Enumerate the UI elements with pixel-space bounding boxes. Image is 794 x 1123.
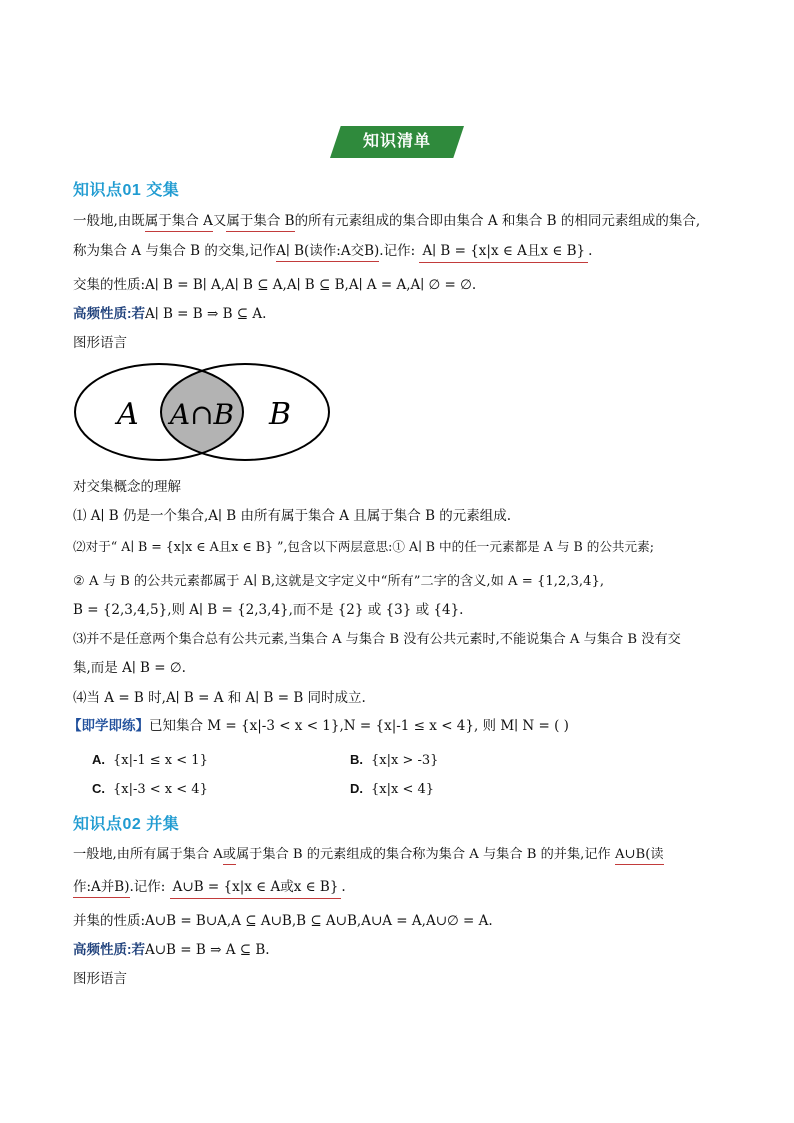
- intersection-properties: 交集的性质:A∣ B = B∣ A,A∣ B ⊆ A,A∣ B ⊆ B,A∣ A = A,A∣ ∅ = ∅.: [73, 277, 477, 293]
- notation-underlined: A∪B(读: [615, 847, 664, 865]
- section-heading-union: 知识点02 并集: [73, 816, 180, 833]
- notation-underlined: A∣ B(读作:A交B): [276, 243, 379, 262]
- understanding-item-3b: 集,而是 A∣ B = ∅.: [73, 660, 186, 676]
- exercise-question: 【即学即练】已知集合 M = {x|-3 < x < 1},N = {x|-1 ≤ x < 4}, 则 M∣ N = ( ): [68, 718, 569, 734]
- definition-line-2: 称为集合 A 与集合 B 的交集,记作A∣ B(读作:A交B).记作: A∣ B = {x|x ∈ A且x ∈ B} .: [73, 242, 592, 260]
- section-heading-intersection: 知识点01 交集: [73, 182, 180, 199]
- venn-diagram-intersection: [73, 362, 335, 464]
- option-d[interactable]: D. {x|x < 4}: [350, 781, 435, 797]
- formula-underlined: A∪B = {x|x ∈ A或x ∈ B}: [170, 879, 342, 899]
- understanding-item-3: ⑶并不是任意两个集合总有公共元素,当集合 A 与集合 B 没有公共元素时,不能说集合 A 与集合 B 没有交: [73, 632, 681, 647]
- venn-label-b: B: [269, 397, 292, 432]
- banner-title: 知识清单: [362, 133, 431, 150]
- union-high-frequency-property: 高频性质:若A∪B = B ⇒ A ⊆ B.: [73, 942, 270, 958]
- union-definition-line-1: 一般地,由所有属于集合 A或属于集合 B 的元素组成的集合称为集合 A 与集合 B 的并集,记作 A∪B(读: [73, 846, 664, 864]
- underlined-term: 或: [223, 847, 236, 865]
- union-definition-line-2: 作:A并B).记作: A∪B = {x|x ∈ A或x ∈ B} .: [73, 878, 346, 896]
- understanding-item-4: ⑷当 A = B 时,A∣ B = A 和 A∣ B = B 同时成立.: [73, 690, 366, 706]
- high-frequency-property: 高频性质:若A∣ B = B ⇒ B ⊆ A.: [73, 306, 267, 322]
- underlined-term: 属于集合 B: [226, 213, 294, 232]
- venn-label-a: A: [117, 397, 139, 432]
- option-b[interactable]: B. {x|x > -3}: [350, 752, 439, 768]
- formula-underlined: A∣ B = {x|x ∈ A且x ∈ B}: [419, 243, 588, 263]
- understanding-item-1: ⑴ A∣ B 仍是一个集合,A∣ B 由所有属于集合 A 且属于集合 B 的元素组成.: [73, 508, 512, 524]
- underlined-term: 属于集合 A: [145, 213, 213, 232]
- option-c[interactable]: C. {x|-3 < x < 4}: [92, 781, 208, 797]
- understanding-item-2b: ② A 与 B 的公共元素都属于 A∣ B,这就是文字定义中“所有”二字的含义,如 A = {1,2,3,4},: [73, 574, 605, 589]
- union-graph-language-label: 图形语言: [73, 971, 127, 987]
- definition-line-1: 一般地,由既属于集合 A又属于集合 B的所有元素组成的集合即由集合 A 和集合 B 的相同元素组成的集合,: [73, 212, 700, 230]
- understanding-item-2c: B = {2,3,4,5},则 A∣ B = {2,3,4},而不是 {2} 或 {3} 或 {4}.: [73, 602, 464, 618]
- venn-label-center: A∩B: [169, 398, 235, 431]
- notation-underlined: 作:A并B): [73, 879, 130, 898]
- option-a[interactable]: A. {x|-1 ≤ x < 1}: [92, 752, 208, 768]
- exercise-label: 【即学即练】: [68, 718, 149, 733]
- understanding-title: 对交集概念的理解: [73, 479, 181, 495]
- section-banner: [330, 126, 464, 158]
- union-properties: 并集的性质:A∪B = B∪A,A ⊆ A∪B,B ⊆ A∪B,A∪A = A,A∪∅ = A.: [73, 913, 493, 929]
- understanding-item-2: ⑵对于“ A∣ B = {x|x ∈ A且x ∈ B} ”,包含以下两层意思:① A∣ B 中的任一元素都是 A 与 B 的公共元素;: [73, 539, 654, 554]
- graph-language-label: 图形语言: [73, 335, 127, 351]
